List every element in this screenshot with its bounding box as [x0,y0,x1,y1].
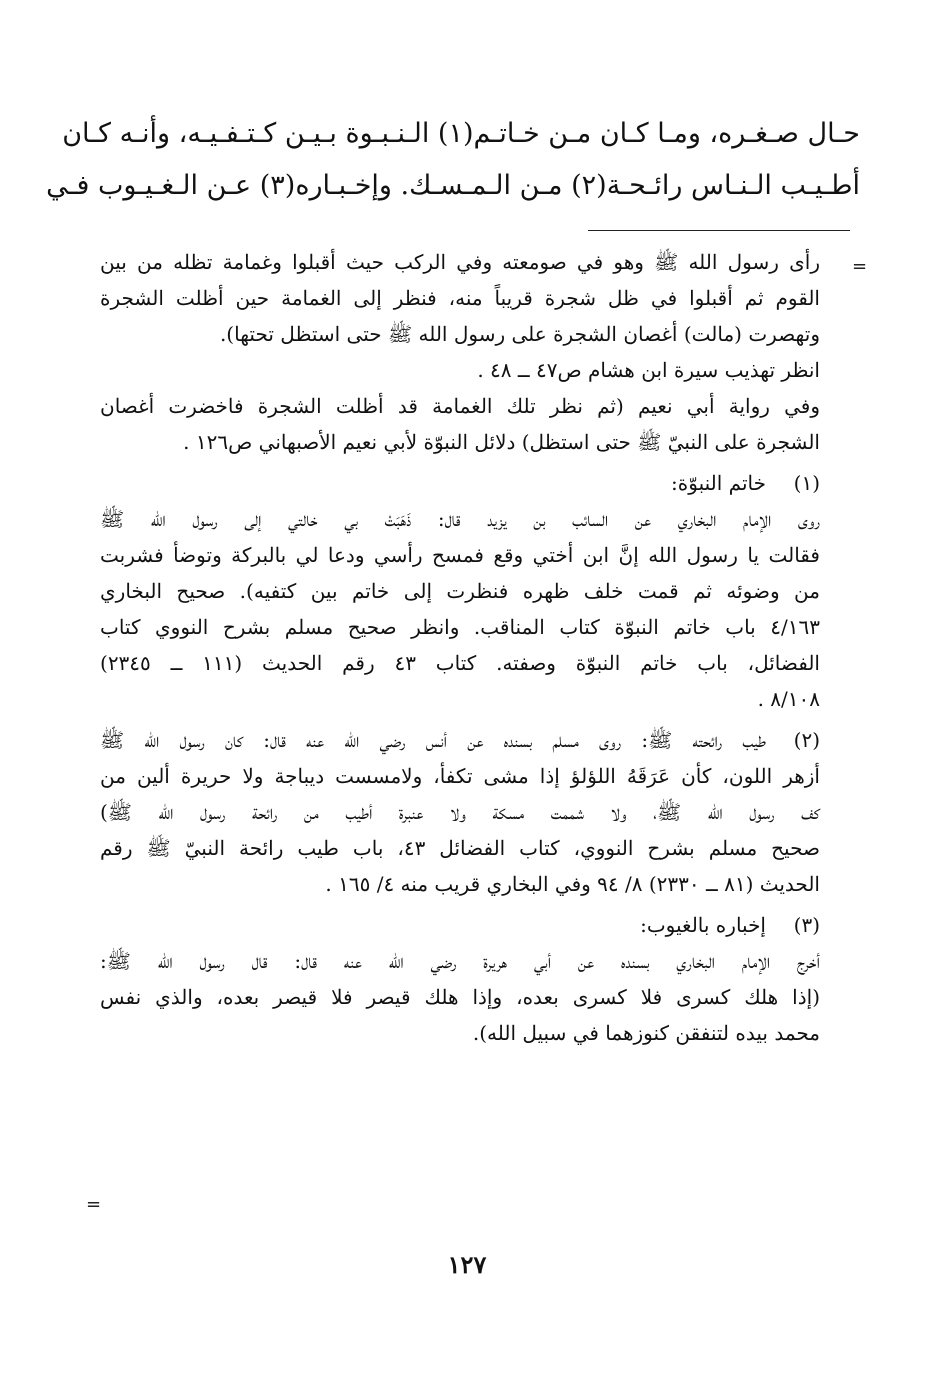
body-line: أطـيـب الـنـاس رائـحـة(٢) مـن الـمـسـك. وإخـبـاره(٣) عـن الـغـيـوب فـي [46,170,860,201]
footnote-line-with-number [100,722,820,758]
footnote-line: وتهصرت (مالت) أغصان الشجرة على رسول الله ﷺ حتى استظل تحتها). [219,322,820,346]
footnote-heading: إخباره بالغيوب: [640,913,766,937]
body-line: حـال صـغـره، ومـا كـان مـن خـاتـم(١) الـنـبـوة بـيـن كـتـفـيـه، وأنـه كـان [62,118,860,149]
main-body-text [46,108,860,212]
page-number: ١٢٧ [447,1250,487,1279]
footnote-line: فقالت يا رسول الله إنَّ ابن أختي وقع فمسح رأسي ودعا لي بالبركة وتوضأ فشربت [100,543,820,567]
footnote-heading: خاتم النبوّة: [671,471,766,495]
footnote-line: الشجرة على النبيّ ﷺ حتى استظل) دلائل النبوّة لأبي نعيم الأصبهاني ص١٢٦ . [183,430,820,454]
footnote-line: محمد بيده لتنفقن كنوزهما في سبيل الله). [472,1021,820,1045]
footnote-number: (٢) [793,728,820,752]
footnote-line: ٨/١٠٨ . [757,687,820,711]
footnote-line: روى الإمام البخاري عن السائب بن يزيد قال: ذَهَبَتْ بي خالتي إلى رسول الله ﷺ [100,507,820,531]
footnote-number: (٣) [793,913,820,937]
footnote-line-text: طيب رائحته ﷺ: روى مسلم بسنده عن أنس رضي الله عنه قال: كان رسول الله ﷺ [100,728,766,752]
footnote-1 [100,465,820,717]
footnote-line: الحديث (٨١ ــ ٢٣٣٠) ٨/ ٩٤ وفي البخاري قريب منه ٤/ ١٦٥ . [325,872,820,896]
continuation-mark-top: = [852,256,868,277]
continuation-mark-bottom: = [86,1194,102,1215]
footnote-line: القوم ثم أقبلوا في ظل شجرة قريباً منه، فنظر إلى الغمامة حين أظلت الشجرة [100,286,820,310]
footnote-line: صحيح مسلم بشرح النووي، كتاب الفضائل ٤٣، باب طيب رائحة النبيّ ﷺ رقم [100,836,820,860]
footnote-line: كف رسول الله ﷺ، ولا شممت مسكة ولا عنبرة أطيب من رائحة رسول الله ﷺ) [100,800,820,824]
footnote-line: رأى رسول الله ﷺ وهو في صومعته وفي الركب حيث أقبلوا وغمامة تظله من بين [100,250,820,274]
footnote-line: (إذا هلك كسرى فلا كسرى بعده، وإذا هلك قيصر فلا قيصر بعده، والذي نفس [100,985,821,1009]
footnote-heading-row [100,907,820,943]
footnote-line: أزهر اللون، كأن عَرَقَهُ اللؤلؤ إذا مشى تكفأ، ولامسست ديباجة ولا حريرة ألين من [100,764,820,788]
footnote-heading-row [100,465,820,501]
footnote-line: انظر تهذيب سيرة ابن هشام ص٤٧ ــ ٤٨ . [477,358,820,382]
footnote-line: ٤/١٦٣ باب خاتم النبوّة كتاب المناقب. وانظر صحيح مسلم بشرح النووي كتاب [100,615,820,639]
footnote-line: أخرج الإمام البخاري بسنده عن أبي هريرة رضي الله عنه قال: قال رسول الله ﷺ: [100,949,820,973]
footnote-number: (١) [793,471,820,495]
footnote-2 [100,722,820,902]
footnote-line: الفضائل، باب خاتم النبوّة وصفته. كتاب ٤٣ رقم الحديث (١١١ ــ ٢٣٤٥) [100,651,820,675]
footnote-line: وفي رواية أبي نعيم (ثم نظر تلك الغمامة قد أظلت الشجرة فاخضرت أغصان [100,394,820,418]
footnote-3 [100,907,820,1051]
footnote-carryover [100,244,820,460]
footnote-separator [588,230,850,231]
footnote-line: من وضوئه ثم قمت خلف ظهره فنظرت إلى خاتم بين كتفيه). صحيح البخاري [100,579,820,603]
footnotes-section [100,244,820,1056]
